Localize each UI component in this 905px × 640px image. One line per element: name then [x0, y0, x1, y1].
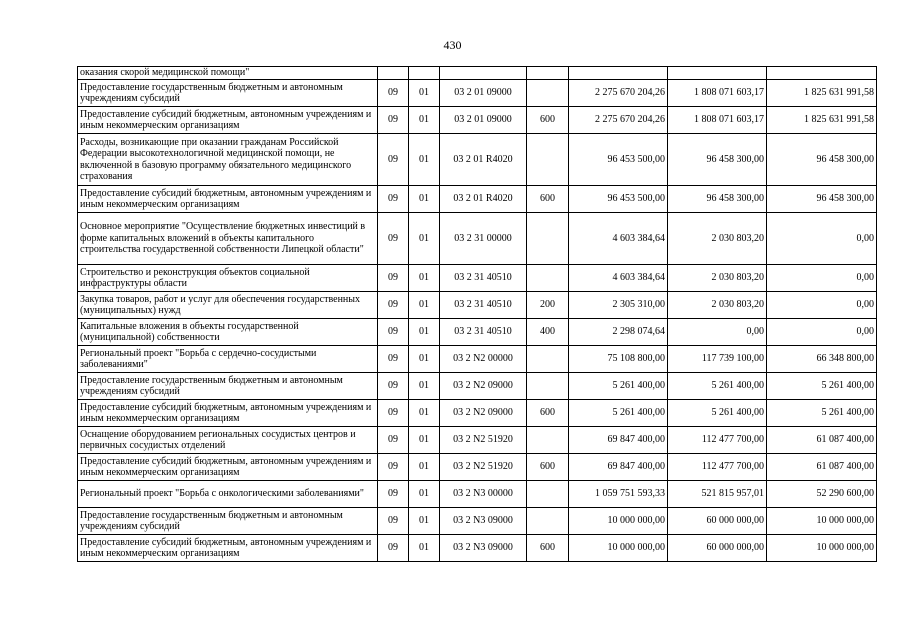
row-section-code: 09: [378, 427, 409, 454]
row-amount-year2: [668, 67, 767, 80]
row-section-code: 09: [378, 186, 409, 213]
row-target-article-code: 03 2 N2 09000: [440, 373, 527, 400]
row-name: Региональный проект "Борьба с онкологическими заболеваниями": [78, 481, 378, 508]
row-section-code: [378, 67, 409, 80]
row-section-code: 09: [378, 346, 409, 373]
table-row: [78, 80, 877, 107]
row-amount-year3: 0,00: [767, 292, 877, 319]
row-name: Предоставление субсидий бюджетным, автономным учреждениям и иным некоммерческим организациям: [78, 107, 378, 134]
row-amount-year2: 1 808 071 603,17: [668, 107, 767, 134]
budget-table: [77, 66, 877, 562]
row-amount-year1: [569, 67, 668, 80]
row-amount-year3: 61 087 400,00: [767, 454, 877, 481]
row-name: Капитальные вложения в объекты государственной (муниципальной) собственности: [78, 319, 378, 346]
table-row: [78, 213, 877, 265]
row-expense-type-code: [527, 265, 569, 292]
row-target-article-code: 03 2 01 09000: [440, 107, 527, 134]
row-amount-year1: 4 603 384,64: [569, 213, 668, 265]
row-expense-type-code: [527, 134, 569, 186]
table-row: [78, 319, 877, 346]
row-amount-year1: 10 000 000,00: [569, 508, 668, 535]
table-row: [78, 265, 877, 292]
row-amount-year2: 1 808 071 603,17: [668, 80, 767, 107]
row-subsection-code: 01: [409, 346, 440, 373]
row-target-article-code: 03 2 N2 00000: [440, 346, 527, 373]
row-amount-year3: 1 825 631 991,58: [767, 80, 877, 107]
row-expense-type-code: 400: [527, 319, 569, 346]
row-expense-type-code: [527, 213, 569, 265]
row-amount-year2: 5 261 400,00: [668, 400, 767, 427]
row-amount-year3: 0,00: [767, 319, 877, 346]
row-subsection-code: 01: [409, 292, 440, 319]
row-name: Закупка товаров, работ и услуг для обеспечения государственных (муниципальных) нужд: [78, 292, 378, 319]
row-amount-year1: 96 453 500,00: [569, 186, 668, 213]
table-row: [78, 508, 877, 535]
table-row: [78, 134, 877, 186]
row-amount-year3: 5 261 400,00: [767, 400, 877, 427]
row-name: Предоставление субсидий бюджетным, автономным учреждениям и иным некоммерческим организациям: [78, 454, 378, 481]
row-section-code: 09: [378, 292, 409, 319]
table-row: [78, 346, 877, 373]
row-amount-year3: 0,00: [767, 213, 877, 265]
row-section-code: 09: [378, 265, 409, 292]
row-subsection-code: 01: [409, 265, 440, 292]
row-target-article-code: 03 2 01 R4020: [440, 186, 527, 213]
row-amount-year2: 2 030 803,20: [668, 292, 767, 319]
row-section-code: 09: [378, 454, 409, 481]
table-row: [78, 67, 877, 80]
row-amount-year3: 66 348 800,00: [767, 346, 877, 373]
row-section-code: 09: [378, 213, 409, 265]
row-subsection-code: [409, 67, 440, 80]
row-subsection-code: 01: [409, 319, 440, 346]
table-row: [78, 186, 877, 213]
row-expense-type-code: 200: [527, 292, 569, 319]
row-amount-year3: 0,00: [767, 265, 877, 292]
row-target-article-code: 03 2 01 09000: [440, 80, 527, 107]
row-subsection-code: 01: [409, 481, 440, 508]
row-amount-year1: 69 847 400,00: [569, 454, 668, 481]
row-amount-year3: 5 261 400,00: [767, 373, 877, 400]
row-amount-year1: 2 275 670 204,26: [569, 107, 668, 134]
row-name: Оснащение оборудованием региональных сосудистых центров и первичных сосудистых отделений: [78, 427, 378, 454]
table-row: [78, 400, 877, 427]
table-row: [78, 373, 877, 400]
row-amount-year2: 521 815 957,01: [668, 481, 767, 508]
row-target-article-code: 03 2 01 R4020: [440, 134, 527, 186]
row-expense-type-code: [527, 67, 569, 80]
row-amount-year2: 2 030 803,20: [668, 265, 767, 292]
row-amount-year1: 1 059 751 593,33: [569, 481, 668, 508]
row-name: оказания скорой медицинской помощи": [78, 67, 378, 80]
row-amount-year2: 112 477 700,00: [668, 454, 767, 481]
table-row: [78, 535, 877, 562]
table-row: [78, 292, 877, 319]
row-amount-year2: 96 458 300,00: [668, 134, 767, 186]
row-subsection-code: 01: [409, 508, 440, 535]
row-subsection-code: 01: [409, 107, 440, 134]
row-subsection-code: 01: [409, 400, 440, 427]
row-target-article-code: 03 2 N3 09000: [440, 535, 527, 562]
row-expense-type-code: [527, 508, 569, 535]
row-amount-year1: 75 108 800,00: [569, 346, 668, 373]
row-section-code: 09: [378, 481, 409, 508]
row-name: Предоставление субсидий бюджетным, автономным учреждениям и иным некоммерческим организациям: [78, 186, 378, 213]
row-amount-year1: 96 453 500,00: [569, 134, 668, 186]
row-subsection-code: 01: [409, 80, 440, 107]
row-target-article-code: 03 2 31 00000: [440, 213, 527, 265]
row-subsection-code: 01: [409, 134, 440, 186]
table-row: [78, 454, 877, 481]
row-section-code: 09: [378, 134, 409, 186]
row-subsection-code: 01: [409, 373, 440, 400]
row-section-code: 09: [378, 319, 409, 346]
row-name: Региональный проект "Борьба с сердечно-сосудистыми заболеваниями": [78, 346, 378, 373]
table-row: [78, 427, 877, 454]
row-target-article-code: 03 2 31 40510: [440, 319, 527, 346]
row-section-code: 09: [378, 107, 409, 134]
row-amount-year2: 96 458 300,00: [668, 186, 767, 213]
row-name: Основное мероприятие "Осуществление бюджетных инвестиций в форме капитальных вложений в объекты капитального строительства государственной собственности Липецкой области": [78, 213, 378, 265]
row-amount-year3: [767, 67, 877, 80]
row-section-code: 09: [378, 535, 409, 562]
row-amount-year2: 5 261 400,00: [668, 373, 767, 400]
row-amount-year2: 60 000 000,00: [668, 535, 767, 562]
row-amount-year1: 5 261 400,00: [569, 373, 668, 400]
row-amount-year1: 2 298 074,64: [569, 319, 668, 346]
row-expense-type-code: 600: [527, 107, 569, 134]
row-subsection-code: 01: [409, 186, 440, 213]
row-expense-type-code: [527, 346, 569, 373]
row-section-code: 09: [378, 373, 409, 400]
row-section-code: 09: [378, 400, 409, 427]
row-expense-type-code: [527, 373, 569, 400]
row-amount-year2: 117 739 100,00: [668, 346, 767, 373]
row-amount-year1: 10 000 000,00: [569, 535, 668, 562]
row-target-article-code: 03 2 N3 09000: [440, 508, 527, 535]
row-amount-year2: 60 000 000,00: [668, 508, 767, 535]
row-target-article-code: 03 2 N2 51920: [440, 454, 527, 481]
row-amount-year1: 2 275 670 204,26: [569, 80, 668, 107]
row-target-article-code: 03 2 31 40510: [440, 265, 527, 292]
row-amount-year3: 96 458 300,00: [767, 186, 877, 213]
row-subsection-code: 01: [409, 213, 440, 265]
table-row: [78, 107, 877, 134]
row-target-article-code: 03 2 N2 09000: [440, 400, 527, 427]
row-amount-year2: 112 477 700,00: [668, 427, 767, 454]
row-target-article-code: 03 2 31 40510: [440, 292, 527, 319]
row-amount-year1: 4 603 384,64: [569, 265, 668, 292]
row-expense-type-code: 600: [527, 186, 569, 213]
row-amount-year3: 96 458 300,00: [767, 134, 877, 186]
row-amount-year1: 2 305 310,00: [569, 292, 668, 319]
row-section-code: 09: [378, 80, 409, 107]
row-amount-year2: 0,00: [668, 319, 767, 346]
row-subsection-code: 01: [409, 427, 440, 454]
row-amount-year1: 69 847 400,00: [569, 427, 668, 454]
row-name: Расходы, возникающие при оказании гражданам Российской Федерации высокотехнологичной медицинской помощи, не включенной в базовую программу обязательного медицинского страхования: [78, 134, 378, 186]
table-row: [78, 481, 877, 508]
row-amount-year3: 10 000 000,00: [767, 508, 877, 535]
row-expense-type-code: 600: [527, 400, 569, 427]
row-amount-year3: 61 087 400,00: [767, 427, 877, 454]
row-expense-type-code: [527, 481, 569, 508]
row-section-code: 09: [378, 508, 409, 535]
row-target-article-code: 03 2 N2 51920: [440, 427, 527, 454]
row-amount-year2: 2 030 803,20: [668, 213, 767, 265]
row-amount-year3: 1 825 631 991,58: [767, 107, 877, 134]
row-amount-year3: 10 000 000,00: [767, 535, 877, 562]
row-expense-type-code: [527, 80, 569, 107]
row-expense-type-code: 600: [527, 454, 569, 481]
row-name: Предоставление субсидий бюджетным, автономным учреждениям и иным некоммерческим организациям: [78, 535, 378, 562]
row-expense-type-code: 600: [527, 535, 569, 562]
row-name: Предоставление государственным бюджетным и автономным учреждениям субсидий: [78, 508, 378, 535]
row-name: Предоставление государственным бюджетным и автономным учреждениям субсидий: [78, 373, 378, 400]
page-number: 430: [443, 38, 462, 52]
row-expense-type-code: [527, 427, 569, 454]
row-subsection-code: 01: [409, 535, 440, 562]
row-name: Предоставление государственным бюджетным и автономным учреждениям субсидий: [78, 80, 378, 107]
row-amount-year3: 52 290 600,00: [767, 481, 877, 508]
row-target-article-code: 03 2 N3 00000: [440, 481, 527, 508]
row-amount-year1: 5 261 400,00: [569, 400, 668, 427]
row-name: Строительство и реконструкция объектов социальной инфраструктуры области: [78, 265, 378, 292]
row-subsection-code: 01: [409, 454, 440, 481]
row-target-article-code: [440, 67, 527, 80]
row-name: Предоставление субсидий бюджетным, автономным учреждениям и иным некоммерческим организациям: [78, 400, 378, 427]
